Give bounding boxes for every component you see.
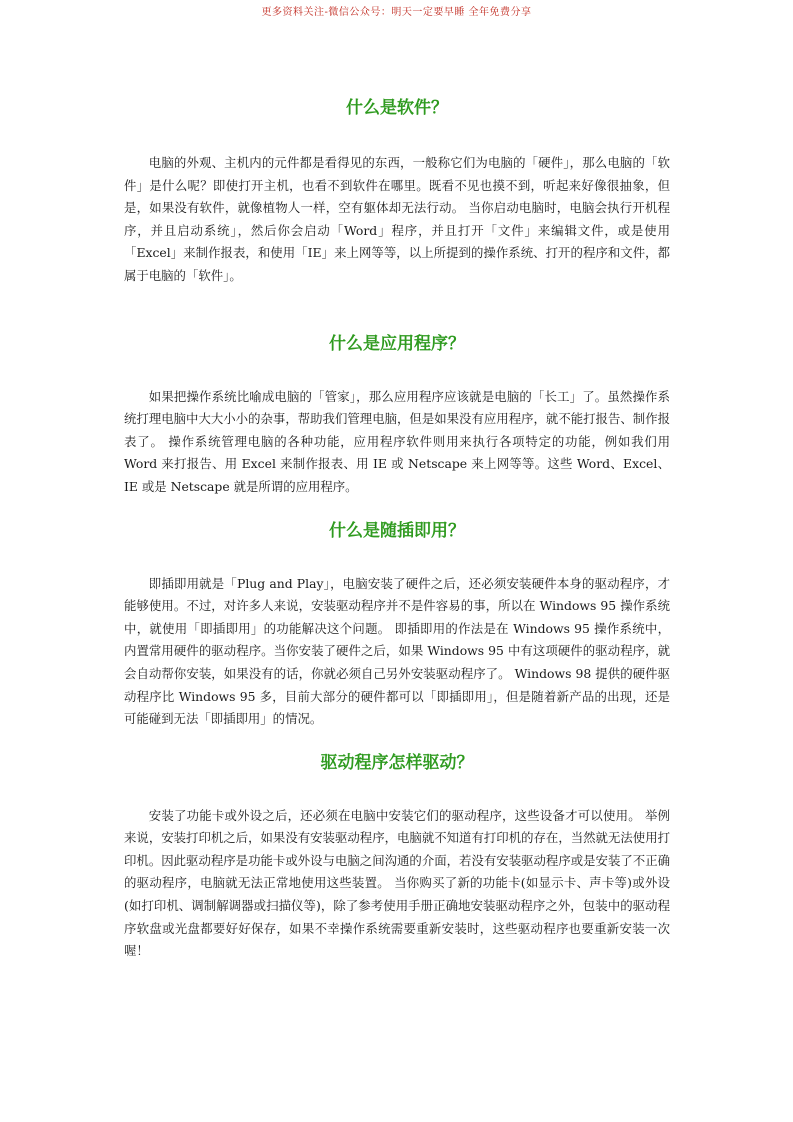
section-paragraph-driver: 安装了功能卡或外设之后，还必须在电脑中安装它们的驱动程序，这些设备才可以使用。 举例来说，安装打印机之后，如果没有安装驱动程序，电脑就不知道有打印机的存在，当然就无法使用打印机。因此驱动程序是功能卡或外设与电脑之间沟通的介面，若没有安装驱动程序或是安装了不正确的驱动程序，电脑就无法正常地使用这些装置。 当你购买了新的功能卡(如显示卡、声卡等)或外设(如打印机、调制解调器或扫描仪等)，除了参考使用手册正确地安装驱动程序之外，包装中的驱动程序软盘或光盘都要好好保存，如果不幸操作系统需要重新安装时，这些驱动程序也要重新安装一次喔！ (124, 807, 670, 959)
section-heading-plug-and-play: 什么是随插即用？ (329, 520, 465, 541)
page-content (124, 96, 670, 963)
section-heading-driver: 驱动程序怎样驱动？ (320, 752, 474, 773)
section-paragraph-software: 电脑的外观、主机内的元件都是看得见的东西，一般称它们为电脑的「硬件」，那么电脑的「软件」是什么呢？即使打开主机，也看不到软件在哪里。既看不见也摸不到，听起来好像很抽象，但是，如果没有软件，就像植物人一样，空有躯体却无法行动。 当你启动电脑时，电脑会执行开机程序，并且启动系统」，然后你会启动「Word」程序，并且打开「文件」来编辑文件，或是使用「Excel」来制作报表，和使用「IE」来上网等等，以上所提到的操作系统、打开的程序和文件，都属于电脑的「软件」。 (124, 155, 670, 283)
section-paragraph-plug-and-play: 即插即用就是「Plug and Play」，电脑安装了硬件之后，还必须安装硬件本身的驱动程序，才能够使用。不过，对许多人来说，安装驱动程序并不是件容易的事，所以在 Windows 95 操作系统中，就使用「即插即用」的功能解决这个问题。 即插即用的作法是在 Windows 95 操作系统中，内置常用硬件的驱动程序。当你安装了硬件之后，如果 Windows 95 中有这项硬件的驱动程序，就会自动帮你安装，如果没有的话，你就必须自己另外安装驱动程序了。 Windows 98 提供的硬件驱动程序比 Windows 95 多，目前大部分的硬件都可以「即插即用」，但是随着新产品的出现，还是可能碰到无法「即插即用」的情况。 (124, 575, 670, 727)
top-banner: 更多资料关注-微信公众号：明天一定要早睡 全年免费分享 (261, 7, 532, 18)
section-heading-application: 什么是应用程序？ (329, 333, 465, 354)
section-heading-software: 什么是软件？ (346, 98, 448, 118)
section-paragraph-application: 如果把操作系统比喻成电脑的「管家」，那么应用程序应该就是电脑的「长工」了。虽然操作系统打理电脑中大大小小的杂事，帮助我们管理电脑，但是如果没有应用程序，就不能打报告、制作报表了。 操作系统管理电脑的各种功能，应用程序软件则用来执行各项特定的功能，例如我们用 Word 来打报告、用 Excel 来制作报表、用 IE 或 Netscape 来上网等等。这些 Word、Excel、IE 或是 Netscape 就是所谓的应用程序。 (124, 388, 670, 494)
